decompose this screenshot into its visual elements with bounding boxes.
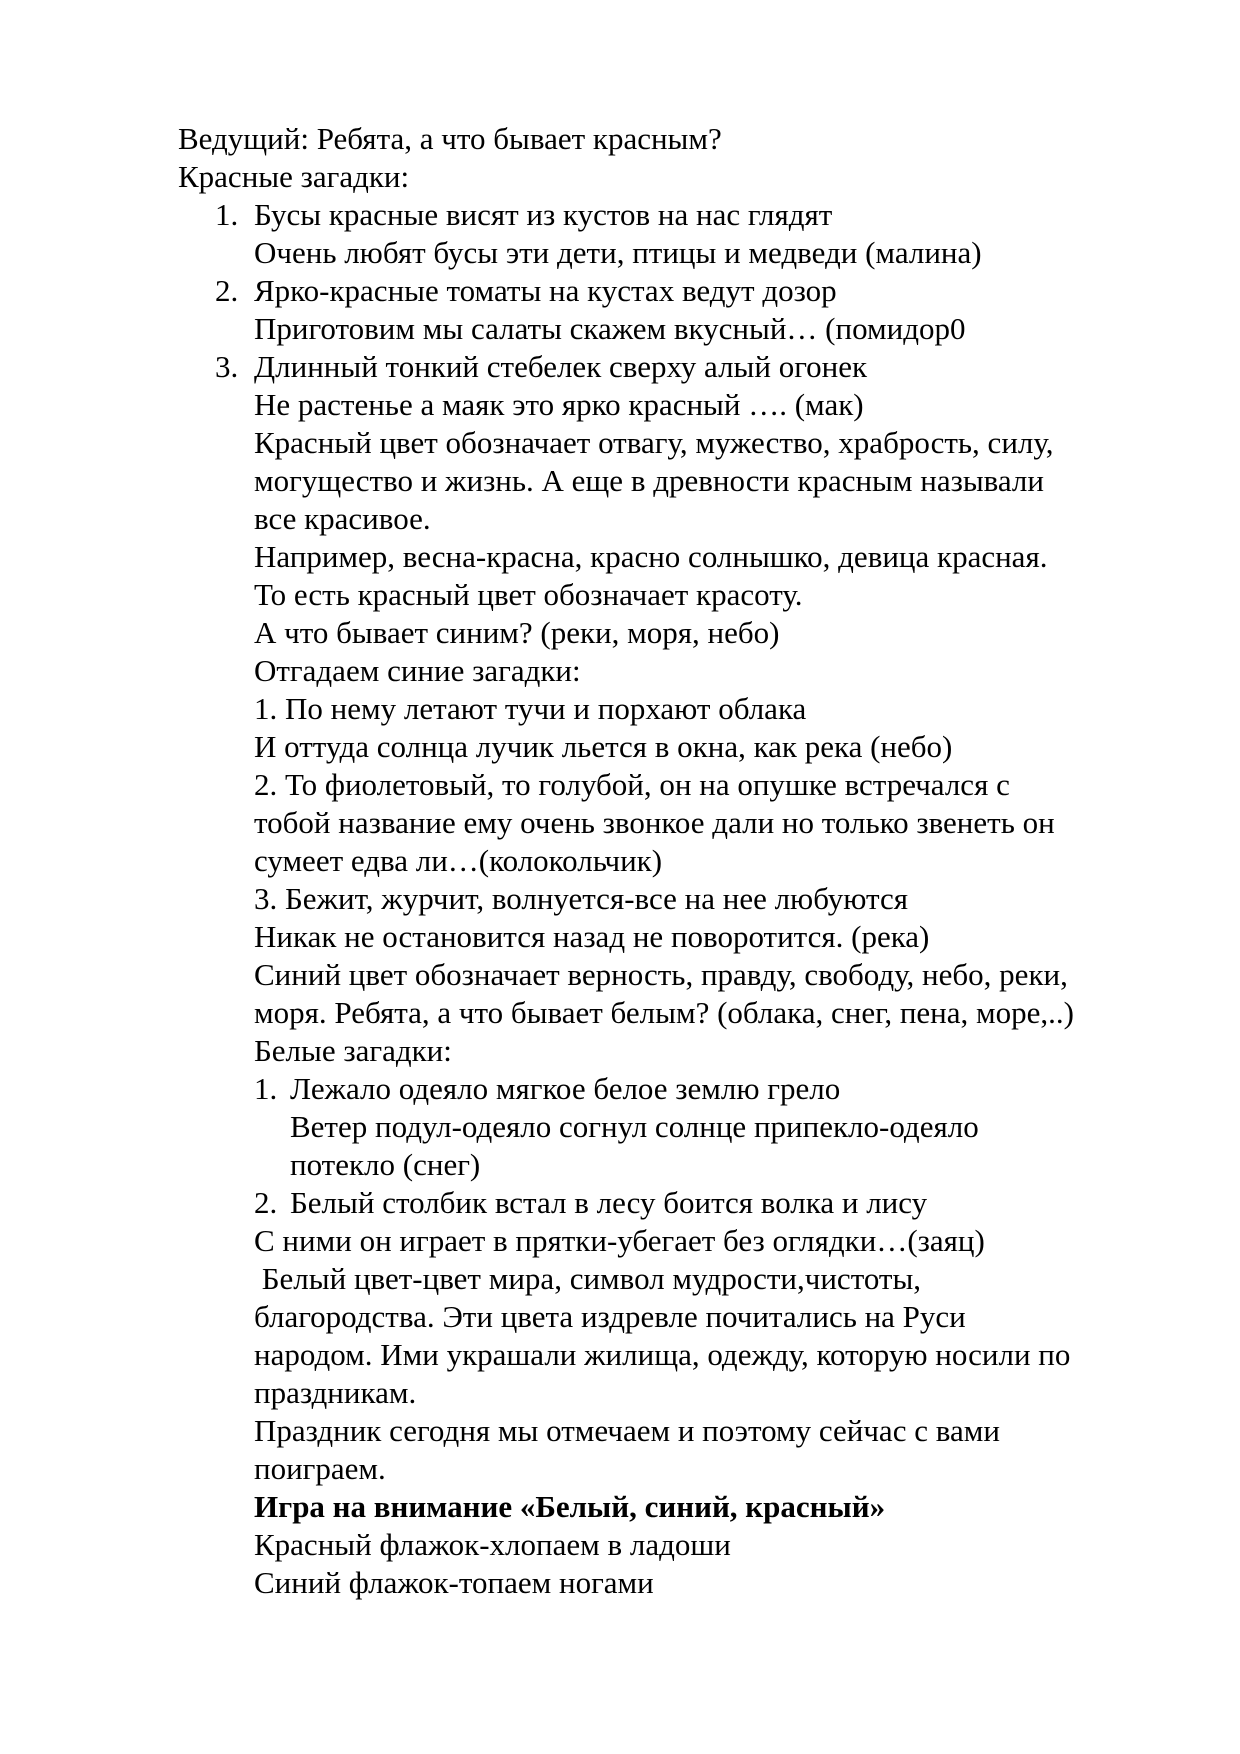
white-riddle-1-line: потекло (снег): [290, 1147, 481, 1182]
red-riddle-3-line-1: Длинный тонкий стебелек сверху алый огонек: [254, 349, 868, 384]
red-riddle-2-line-2: Приготовим мы салаты скажем вкусный… (помидор0: [254, 311, 966, 346]
red-riddle-2-number: 2.: [215, 273, 239, 308]
red-riddle-3-number: 3.: [215, 349, 239, 384]
game-title: Игра на внимание «Белый, синий, красный»: [254, 1489, 886, 1524]
blue-riddle-line: И оттуда солнца лучик льется в окна, как река (небо): [254, 729, 953, 764]
red-meaning-line: Например, весна-красна, красно солнышко, девица красная.: [254, 539, 1048, 574]
red-meaning-line: Красный цвет обозначает отвагу, мужество, храбрость, силу,: [254, 425, 1054, 460]
holiday-line: Праздник сегодня мы отмечаем и поэтому сейчас с вами: [254, 1413, 1000, 1448]
game-rule-line: Красный флажок-хлопаем в ладоши: [254, 1527, 731, 1562]
red-meaning-line: все красивое.: [254, 501, 431, 536]
white-riddle-2-answer-line: С ними он играет в прятки-убегает без оглядки…(заяц): [254, 1223, 985, 1258]
blue-meaning-line: Синий цвет обозначает верность, правду, свободу, небо, реки,: [254, 957, 1068, 992]
blue-riddles-heading: Отгадаем синие загадки:: [254, 653, 581, 688]
white-riddle-1-number: 1.: [254, 1071, 278, 1106]
blue-meaning-line: моря. Ребята, а что бывает белым? (облака, снег, пена, море,..): [254, 995, 1074, 1030]
blue-riddle-line: 3. Бежит, журчит, волнуется-все на нее любуются: [254, 881, 908, 916]
game-rule-line: Синий флажок-топаем ногами: [254, 1565, 654, 1600]
blue-riddle-line: тобой название ему очень звонкое дали но только звенеть он: [254, 805, 1055, 840]
white-meaning-line: благородства. Эти цвета издревле почитались на Руси: [254, 1299, 966, 1334]
intro-question: Ведущий: Ребята, а что бывает красным?: [178, 121, 722, 156]
white-riddle-2-line: Белый столбик встал в лесу боится волка и лису: [290, 1185, 928, 1220]
white-riddles-heading: Белые загадки:: [254, 1033, 452, 1068]
red-riddle-1-line-2: Очень любят бусы эти дети, птицы и медведи (малина): [254, 235, 982, 270]
blue-question: А что бывает синим? (реки, моря, небо): [254, 615, 780, 650]
white-meaning-line: праздникам.: [254, 1375, 417, 1410]
white-riddle-1-line: Ветер подул-одеяло согнул солнце припекло-одеяло: [290, 1109, 979, 1144]
red-riddle-2-line-1: Ярко-красные томаты на кустах ведут дозор: [254, 273, 837, 308]
blue-riddle-line: Никак не остановится назад не поворотится. (река): [254, 919, 930, 954]
red-meaning-line: То есть красный цвет обозначает красоту.: [254, 577, 803, 612]
white-riddle-1-line: Лежало одеяло мягкое белое землю грело: [290, 1071, 841, 1106]
blue-riddle-line: сумеет едва ли…(колокольчик): [254, 843, 663, 878]
blue-riddle-line: 2. То фиолетовый, то голубой, он на опушке встречался с: [254, 767, 1010, 802]
red-riddle-1-line-1: Бусы красные висят из кустов на нас глядят: [254, 197, 833, 232]
red-riddle-1-number: 1.: [215, 197, 239, 232]
white-riddle-2-number: 2.: [254, 1185, 278, 1220]
white-meaning-line: народом. Ими украшали жилища, одежду, которую носили по: [254, 1337, 1071, 1372]
red-meaning-line: могущество и жизнь. А еще в древности красным называли: [254, 463, 1044, 498]
red-riddles-heading: Красные загадки:: [178, 159, 410, 194]
blue-riddle-line: 1. По нему летают тучи и порхают облака: [254, 691, 807, 726]
white-meaning-line: Белый цвет-цвет мира, символ мудрости,чистоты,: [254, 1261, 922, 1296]
holiday-line: поиграем.: [254, 1451, 386, 1486]
red-riddle-3-line-2: Не растенье а маяк это ярко красный …. (мак): [254, 387, 864, 422]
